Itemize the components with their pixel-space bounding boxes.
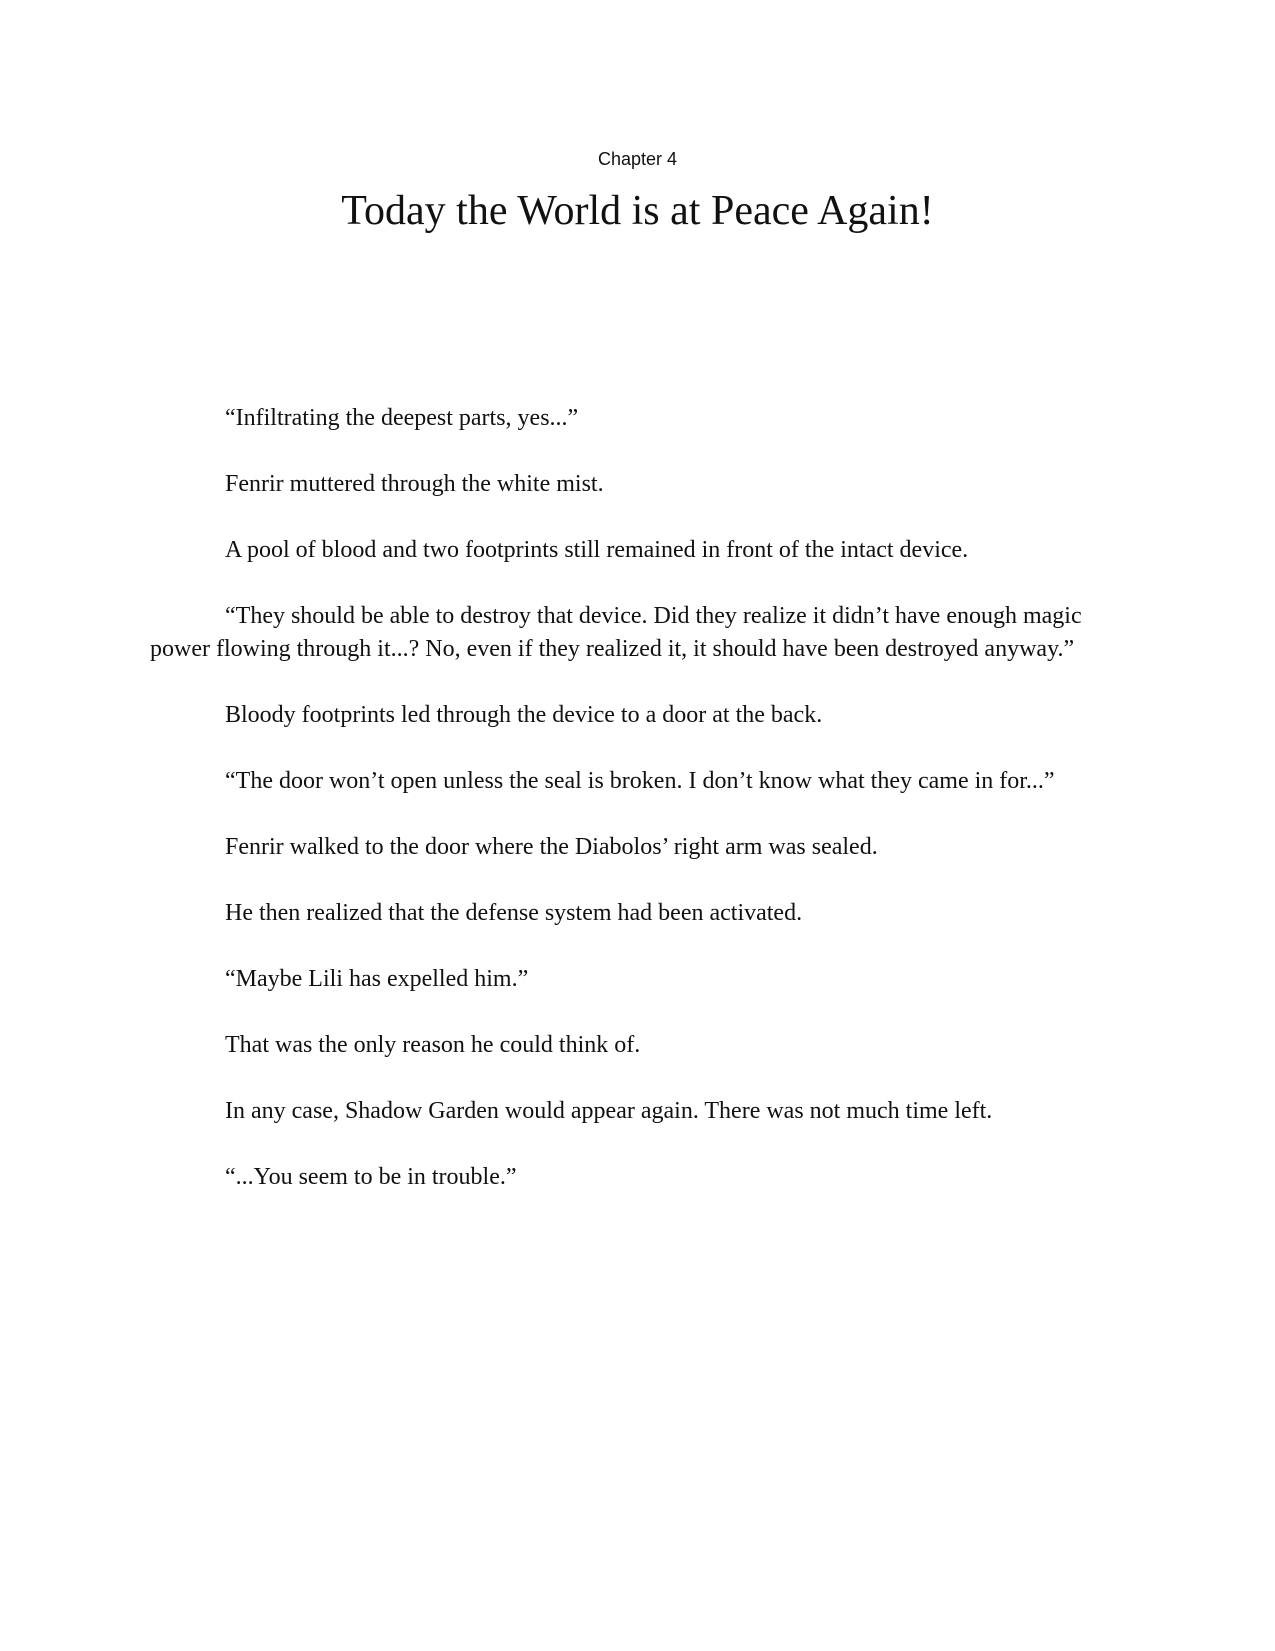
chapter-label: Chapter 4: [597, 149, 678, 169]
paragraph: In any case, Shadow Garden would appear again. There was not much time left.: [225, 1098, 993, 1124]
paragraph: “...You seem to be in trouble.”: [225, 1164, 517, 1190]
paragraph: “They should be able to destroy that device. Did they realize it didn’t have enough magic power flowing through it...? No, even if they realized it, it should have been destroyed anyway.”: [150, 603, 1082, 662]
paragraph: A pool of blood and two footprints still remained in front of the intact device.: [225, 537, 969, 563]
paragraph: Fenrir muttered through the white mist.: [225, 471, 604, 497]
paragraph: “Maybe Lili has expelled him.”: [225, 966, 529, 992]
paragraph: “Infiltrating the deepest parts, yes...”: [225, 405, 579, 431]
paragraph: Bloody footprints led through the device to a door at the back.: [225, 702, 823, 728]
paragraph: Fenrir walked to the door where the Diabolos’ right arm was sealed.: [225, 834, 878, 860]
paragraph: He then realized that the defense system had been activated.: [225, 900, 803, 926]
paragraph: That was the only reason he could think of.: [225, 1032, 641, 1058]
chapter-body: [150, 402, 1128, 1227]
chapter-title: Today the World is at Peace Again!: [341, 188, 934, 234]
paragraph: “The door won’t open unless the seal is broken. I don’t know what they came in for...”: [225, 768, 1055, 794]
